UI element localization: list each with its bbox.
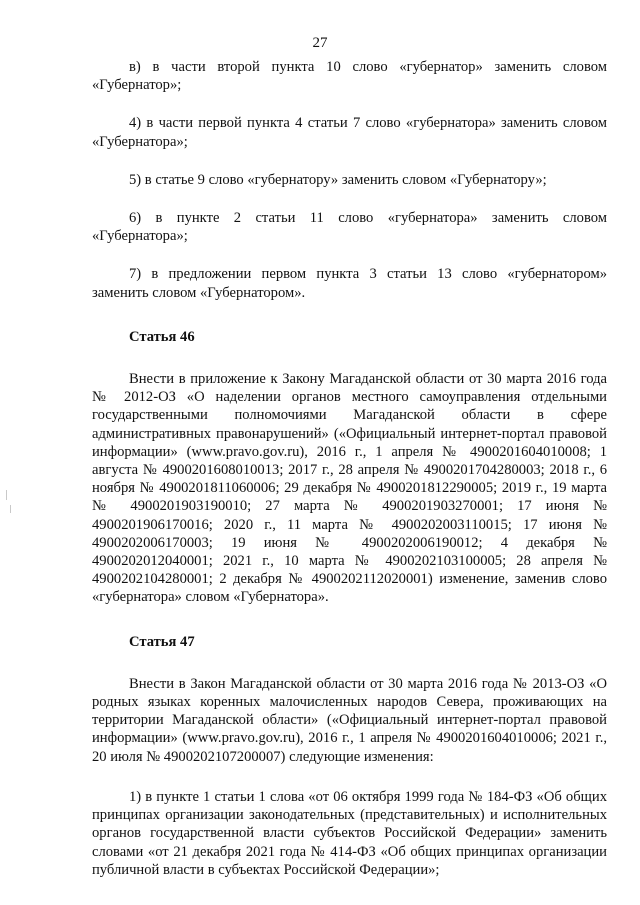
article-47-item-1: 1) в пункте 1 статьи 1 слова «от 06 октября 1999 года № 184-ФЗ «Об общих принципах организации законодательных (представительных) и исполнительных органов государственной власти субъектов Российской Федерации» заменить словами «от 21 декабря 2021 года № 414-ФЗ «Об общих принципах организации публичной власти в субъектах Российской Федерации»;	[92, 788, 607, 878]
paragraph-item-4: 4) в части первой пункта 4 статьи 7 слово «губернатора» заменить словом «Губернатора»;	[92, 115, 607, 150]
article-47-intro: Внести в Закон Магаданской области от 30 марта 2016 года № 2013-ОЗ «О родных языках коренных малочисленных народов Севера, проживающих на территории Магаданской области» («Официальный интернет-портал правовой информации» (www.pravo.gov.ru), 2016 г., 1 апреля № 4900201604010006; 2021 г., 20 июля № 4900202107200007) следующие изменения:	[92, 675, 607, 765]
paragraph-item-5: 5) в статье 9 слово «губернатору» заменить словом «Губернатору»;	[129, 171, 547, 188]
paragraph-item-6: 6) в пункте 2 статьи 11 слово «губернатора» заменить словом «Губернатора»;	[92, 210, 607, 245]
scan-mark	[10, 505, 11, 513]
paragraph-item-7: 7) в предложении первом пункта 3 статьи 13 слово «губернатором» заменить словом «Губернатором».	[92, 266, 607, 301]
article-46-text: Внести в приложение к Закону Магаданской области от 30 марта 2016 года № 2012-ОЗ «О наделении органов местного самоуправления отдельными государственными полномочиями Магаданской области в сфере административных правонарушений» («Официальный интернет-портал правовой информации» (www.pravo.gov.ru), 2016 г., 1 апреля № 4900201604010008; 1 августа № 4900201608010013; 2017 г., 28 апреля № 4900201704280003; 2018 г., 6 ноября № 4900201811060006; 29 декабря № 4900201812290005; 2019 г., 19 марта № 4900201903190010; 27 марта № 4900201903270001; 17 июня № 4900201906170016; 2020 г., 11 марта № 4900202003110015; 17 июня № 4900202006170003; 19 июня № 4900202006190012; 4 декабря № 4900202012040001; 2021 г., 10 марта № 4900202103100005; 28 апреля № 4900202104280001; 2 декабря № 4900202112020001) изменение, заменив слово «губернатора» словом «Губернатора».	[92, 371, 607, 606]
document-body	[92, 58, 607, 879]
article-46-heading: Статья 46	[129, 328, 195, 345]
page-number: 27	[312, 35, 328, 51]
scan-mark	[6, 490, 7, 500]
paragraph-item-v: в) в части второй пункта 10 слово «губернатор» заменить словом «Губернатор»;	[92, 59, 607, 94]
article-47-heading: Статья 47	[129, 633, 195, 650]
